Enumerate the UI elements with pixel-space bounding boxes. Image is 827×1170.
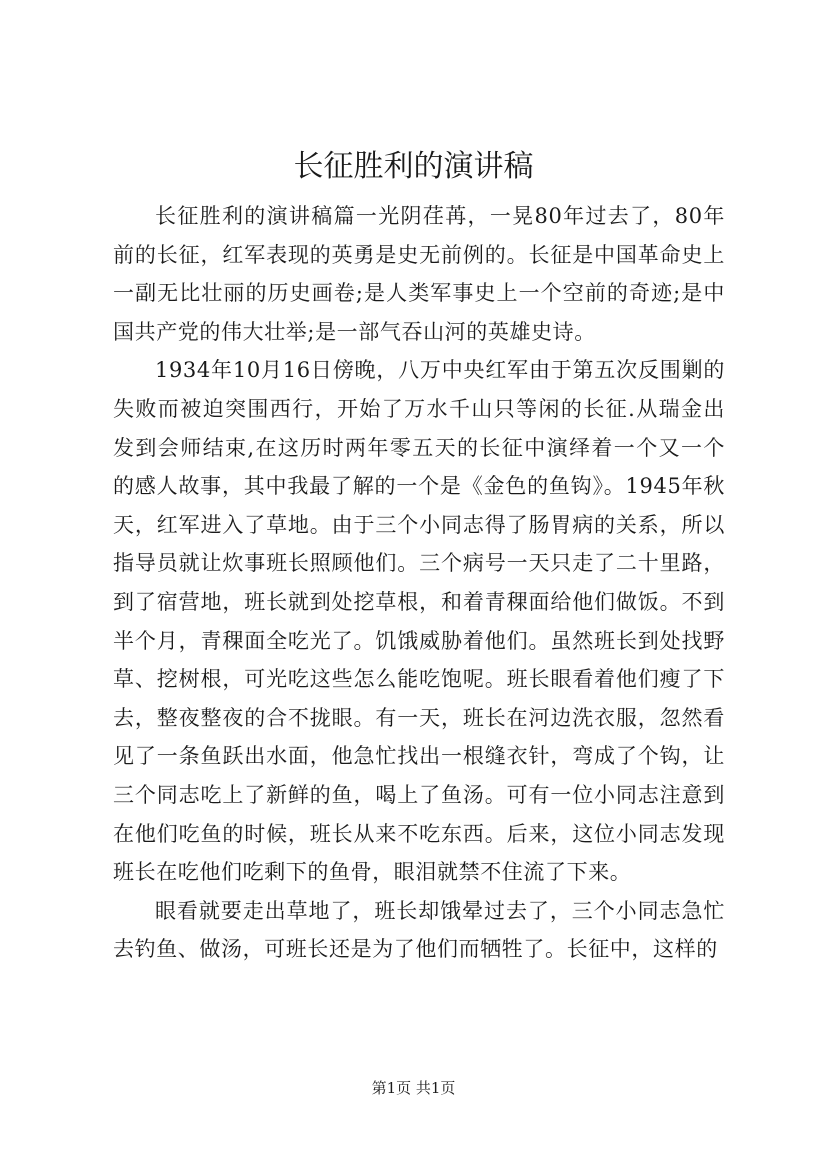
- paragraph-2: 1934年10月16日傍晚，八万中央红军由于第五次反围剿的失败而被迫突围西行，开始了万水千山只等闲的长征.从瑞金出发到会师结束,在这历时两年零五天的长征中演绎着一个又一个的感人故事，其中我最了解的一个是《金色的鱼钩》。1945年秋天，红军进入了草地。由于三个小同志得了肠胃病的关系，所以指导员就让炊事班长照顾他们。三个病号一天只走了二十里路，到了宿营地，班长就到处挖草根，和着青稞面给他们做饭。不到半个月，青稞面全吃光了。饥饿威胁着他们。虽然班长到处找野草、挖树根，可光吃这些怎么能吃饱呢。班长眼看着他们瘦了下去，整夜整夜的合不拢眼。有一天，班长在河边洗衣服，忽然看见了一条鱼跃出水面，他急忙找出一根缝衣针，弯成了个钩，让三个同志吃上了新鲜的鱼，喝上了鱼汤。可有一位小同志注意到在他们吃鱼的时候，班长从来不吃东西。后来，这位小同志发现班长在吃他们吃剩下的鱼骨，眼泪就禁不住流了下来。: [113, 358, 725, 885]
- paragraph-3: 眼看就要走出草地了，班长却饿晕过去了，三个小同志急忙去钓鱼、做汤，可班长还是为了他们而牺牲了。长征中，这样的: [113, 898, 725, 962]
- document-body: [113, 197, 725, 969]
- page-footer: 第1页 共1页: [371, 1079, 456, 1097]
- paragraph-1: 长征胜利的演讲稿篇一光阴荏苒，一晃80年过去了，80年前的长征，红军表现的英勇是史无前例的。长征是中国革命史上一副无比壮丽的历史画卷;是人类军事史上一个空前的奇迹;是中国共产党的伟大壮举;是一部气吞山河的英雄史诗。: [113, 204, 725, 344]
- page-title: 长征胜利的演讲稿: [293, 149, 534, 184]
